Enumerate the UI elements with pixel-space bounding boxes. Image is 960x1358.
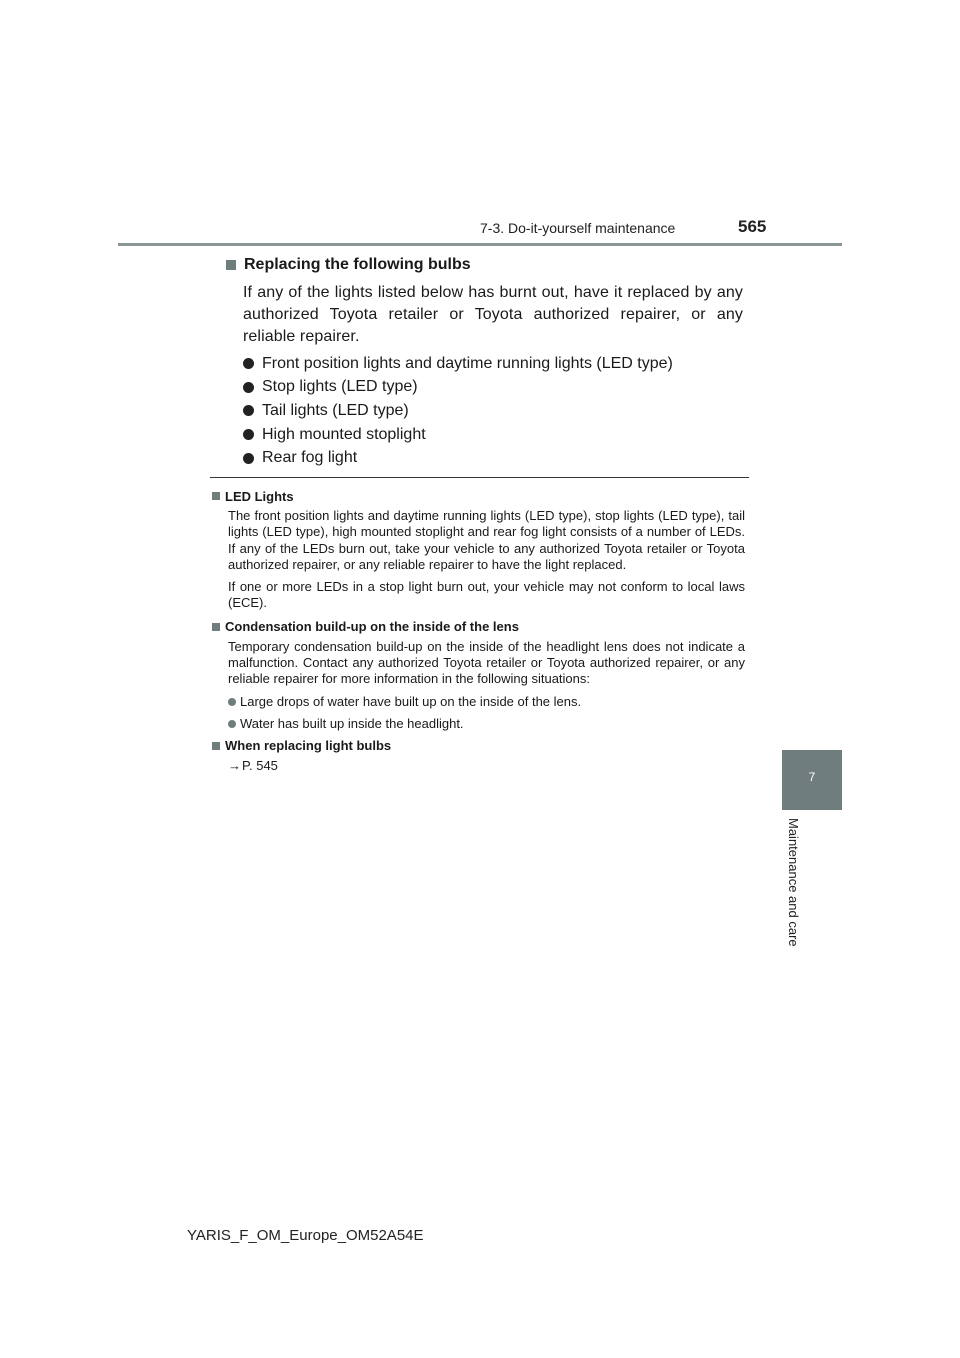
note-heading-text: Condensation build-up on the inside of the lens (225, 619, 519, 635)
note-heading-text: When replacing light bulbs (225, 738, 392, 754)
bullet-dot-icon (243, 358, 254, 369)
list-item-text: Water has built up inside the headlight. (240, 716, 464, 732)
list-item (228, 713, 747, 735)
list-item-text: Tail lights (LED type) (262, 401, 409, 419)
section-heading (226, 254, 746, 276)
square-bullet-icon (212, 742, 220, 750)
note-heading-text: LED Lights (225, 488, 294, 504)
bullet-dot-icon (243, 382, 254, 393)
section-paragraph: If any of the lights listed below has burnt out, have it replaced by any authorized Toyota retailer or Toyota authorized repairer, or any reliable repairer. (243, 284, 743, 345)
bullet-dot-icon (243, 453, 254, 464)
bullet-dot-icon (228, 720, 236, 728)
note-heading-condensation (212, 618, 747, 636)
list-item (243, 376, 746, 400)
header-rule (118, 243, 842, 246)
list-item (243, 399, 746, 423)
page-reference-text: P. 545 (242, 757, 278, 773)
document-id: YARIS_F_OM_Europe_OM52A54E (187, 1227, 424, 1244)
note-heading-led (212, 487, 747, 505)
notes-section (212, 485, 747, 773)
list-item-text: Stop lights (LED type) (262, 378, 418, 396)
chapter-number: 7 (808, 770, 816, 784)
bulb-list (243, 352, 746, 470)
page-reference-link[interactable] (228, 758, 747, 773)
list-item-text: Front position lights and daytime running lights (LED type) (262, 354, 673, 372)
bullet-dot-icon (243, 405, 254, 416)
list-item-text: High mounted stoplight (262, 425, 426, 443)
note-paragraph: If one or more LEDs in a stop light burn out, your vehicle may not conform to local laws (ECE). (228, 579, 745, 611)
square-bullet-icon (212, 492, 220, 500)
chapter-tab[interactable] (782, 750, 842, 810)
note-paragraph: Temporary condensation build-up on the inside of the headlight lens does not indicate a malfunction. Contact any authorized Toyota retailer or Toyota authorized repairer, or any reliable repairer for more information in the following situations: (228, 638, 745, 687)
square-bullet-icon (226, 260, 236, 270)
page-number: 565 (738, 217, 767, 236)
list-item-text: Large drops of water have built up on the inside of the lens. (240, 694, 582, 710)
arrow-right-icon: → (228, 757, 241, 773)
list-item (228, 691, 747, 713)
bullet-dot-icon (228, 698, 236, 706)
note-heading-replacing (212, 737, 747, 755)
square-bullet-icon (212, 623, 220, 631)
list-item (243, 352, 746, 376)
list-item (243, 423, 746, 447)
page-header (0, 0, 960, 250)
section-heading-text: Replacing the following bulbs (244, 256, 471, 273)
section-divider (210, 477, 749, 478)
section-title: 7-3. Do-it-yourself maintenance (480, 220, 676, 236)
note-paragraph: The front position lights and daytime running lights (LED type), stop lights (LED type), tail lights (LED type), high mounted stoplight and rear fog light consists of a number of LEDs. If any of the LEDs burn out, take your vehicle to any authorized Toyota retailer or Toyota authorized repairer, or any reliable repairer to have the light replaced. (228, 508, 745, 572)
main-section (226, 254, 746, 470)
bullet-dot-icon (243, 429, 254, 440)
list-item-text: Rear fog light (262, 449, 358, 467)
chapter-label: Maintenance and care (786, 818, 801, 947)
list-item (243, 446, 746, 470)
